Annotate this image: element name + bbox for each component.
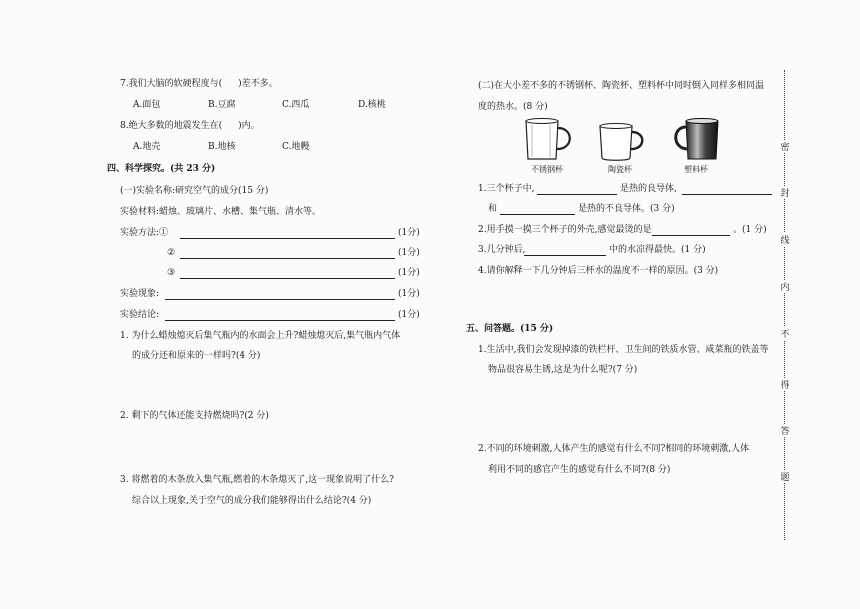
q8-option-a: A.地壳 xyxy=(133,142,161,152)
problem-1-line-1: 1.生活中,我们会发现掉漆的铁栏杆、卫生间的铁质水管、咸菜瓶的铁盖等 xyxy=(478,345,769,355)
stainless-steel-cup-icon xyxy=(520,117,580,166)
r1-text-c: 和 xyxy=(488,204,498,214)
question-1-line-1: 1. 为什么蜡烛熄灭后集气瓶内的水面会上升?蜡烛熄灭后,集气瓶内气体 xyxy=(120,331,401,341)
r2-text-a: 2.用手摸一摸三个杯子的外壳,感觉最烫的是 xyxy=(478,225,652,235)
q8 xyxy=(120,120,260,132)
seal-char-6: 得 xyxy=(777,378,793,391)
question-3-line-1: 3. 将燃着的木条放入集气瓶,燃着的木条熄灭了,这一现象说明了什么? xyxy=(120,475,394,485)
method-line-1[interactable] xyxy=(180,238,395,239)
experiment-materials: 实验材料:蜡烛、玻璃片、水槽、集气瓶、清水等。 xyxy=(120,207,322,217)
cup-label-ceramic: 陶瓷杯 xyxy=(608,165,632,174)
q7-option-a: A.面包 xyxy=(133,100,161,110)
r1-text-a: 1.三个杯子中, xyxy=(478,184,535,194)
q7-option-d: D.核桃 xyxy=(358,100,386,110)
score-conclusion: (1分) xyxy=(398,310,420,320)
method-label: 实验方法:① xyxy=(120,228,169,238)
r1-text-b: 是热的良导体, xyxy=(620,184,677,194)
score-phenomenon: (1分) xyxy=(398,289,420,299)
method-line-2[interactable] xyxy=(180,258,395,259)
r1-blank-3[interactable] xyxy=(500,214,575,215)
q8-option-c: C.地幔 xyxy=(282,142,310,152)
method-mark-3: ③ xyxy=(167,268,176,278)
r3-text-a: 3.几分钟后, xyxy=(478,245,526,255)
conclusion-line[interactable] xyxy=(165,320,395,321)
question-2: 2. 剩下的气体还能支持燃烧吗?(2 分) xyxy=(120,411,269,421)
r1-blank-2[interactable] xyxy=(682,194,772,195)
method-mark-2: ② xyxy=(167,248,176,258)
seal-char-4: 内 xyxy=(777,280,793,293)
seal-char-7: 答 xyxy=(777,424,793,437)
seal-char-3: 线 xyxy=(777,233,793,246)
r4-question: 4.请你解释一下几分钟后三杯水的温度不一样的原因。(3 分) xyxy=(478,266,719,276)
question-3-line-2: 综合以上现象,关于空气的成分我们能够得出什么结论?(4 分) xyxy=(132,496,372,506)
problem-2-line-1: 2.不同的环境刺激,人体产生的感觉有什么不同?相同的环境刺激,人体 xyxy=(478,444,750,454)
section-5-heading: 五、问答题。(15 分) xyxy=(466,324,554,334)
q7-tail: )差不多。 xyxy=(238,79,278,89)
r1-text-d: 是热的不良导体。(3 分) xyxy=(578,204,675,214)
q8-option-b: B.地核 xyxy=(208,142,236,152)
phenomenon-line[interactable] xyxy=(165,299,395,300)
problem-1-line-2: 物品很容易生锈,这是为什么呢?(7 分) xyxy=(488,365,638,375)
method-mark-1: ① xyxy=(159,228,169,238)
seal-char-5: 不 xyxy=(777,327,793,340)
phenomenon-label: 实验现象: xyxy=(120,289,160,299)
experiment-1-title: (一)实验名称:研究空气的成分(15 分) xyxy=(120,186,269,196)
ceramic-cup-icon xyxy=(596,122,648,166)
score-method-3: (1分) xyxy=(398,268,420,278)
experiment-2-line-1: (二)在大小差不多的不锈钢杯、陶瓷杯、塑料杯中同时倒入同样多相同温 xyxy=(478,81,765,91)
q7 xyxy=(120,78,278,90)
q7-text: 7.我们大脑的软硬程度与( xyxy=(120,79,223,89)
q8-text: 8.绝大多数的地震发生在( xyxy=(120,121,223,131)
experiment-2-line-2: 度的热水。(8 分) xyxy=(478,102,548,112)
method-line-3[interactable] xyxy=(180,278,395,279)
r2-blank[interactable] xyxy=(652,235,730,236)
plastic-cup-icon xyxy=(670,117,730,166)
q7-option-c: C.西瓜 xyxy=(282,100,310,110)
section-4-heading: 四、科学探究。(共 23 分) xyxy=(107,164,216,174)
score-method-2: (1分) xyxy=(398,248,420,258)
r1-blank-1[interactable] xyxy=(537,194,617,195)
score-method-1: (1分) xyxy=(398,228,420,238)
question-1-line-2: 的成分还和原来的一样吗?(4 分) xyxy=(132,351,261,361)
q8-tail: )内。 xyxy=(238,121,260,131)
r3-text-b: 中的水凉得最快。(1 分) xyxy=(609,245,706,255)
r3-blank[interactable] xyxy=(524,255,606,256)
r2-text-b: 。(1 分) xyxy=(733,225,767,235)
seal-char-2: 封 xyxy=(777,186,793,199)
problem-2-line-2: 利用不同的感官产生的感觉有什么不同?(8 分) xyxy=(488,465,671,475)
cup-label-plastic: 塑料杯 xyxy=(684,165,708,174)
seal-char-8: 题 xyxy=(777,470,793,483)
seal-char-1: 密 xyxy=(777,140,793,153)
q7-option-b: B.豆腐 xyxy=(208,100,236,110)
conclusion-label: 实验结论: xyxy=(120,310,160,320)
cup-label-steel: 不锈钢杯 xyxy=(531,165,563,174)
